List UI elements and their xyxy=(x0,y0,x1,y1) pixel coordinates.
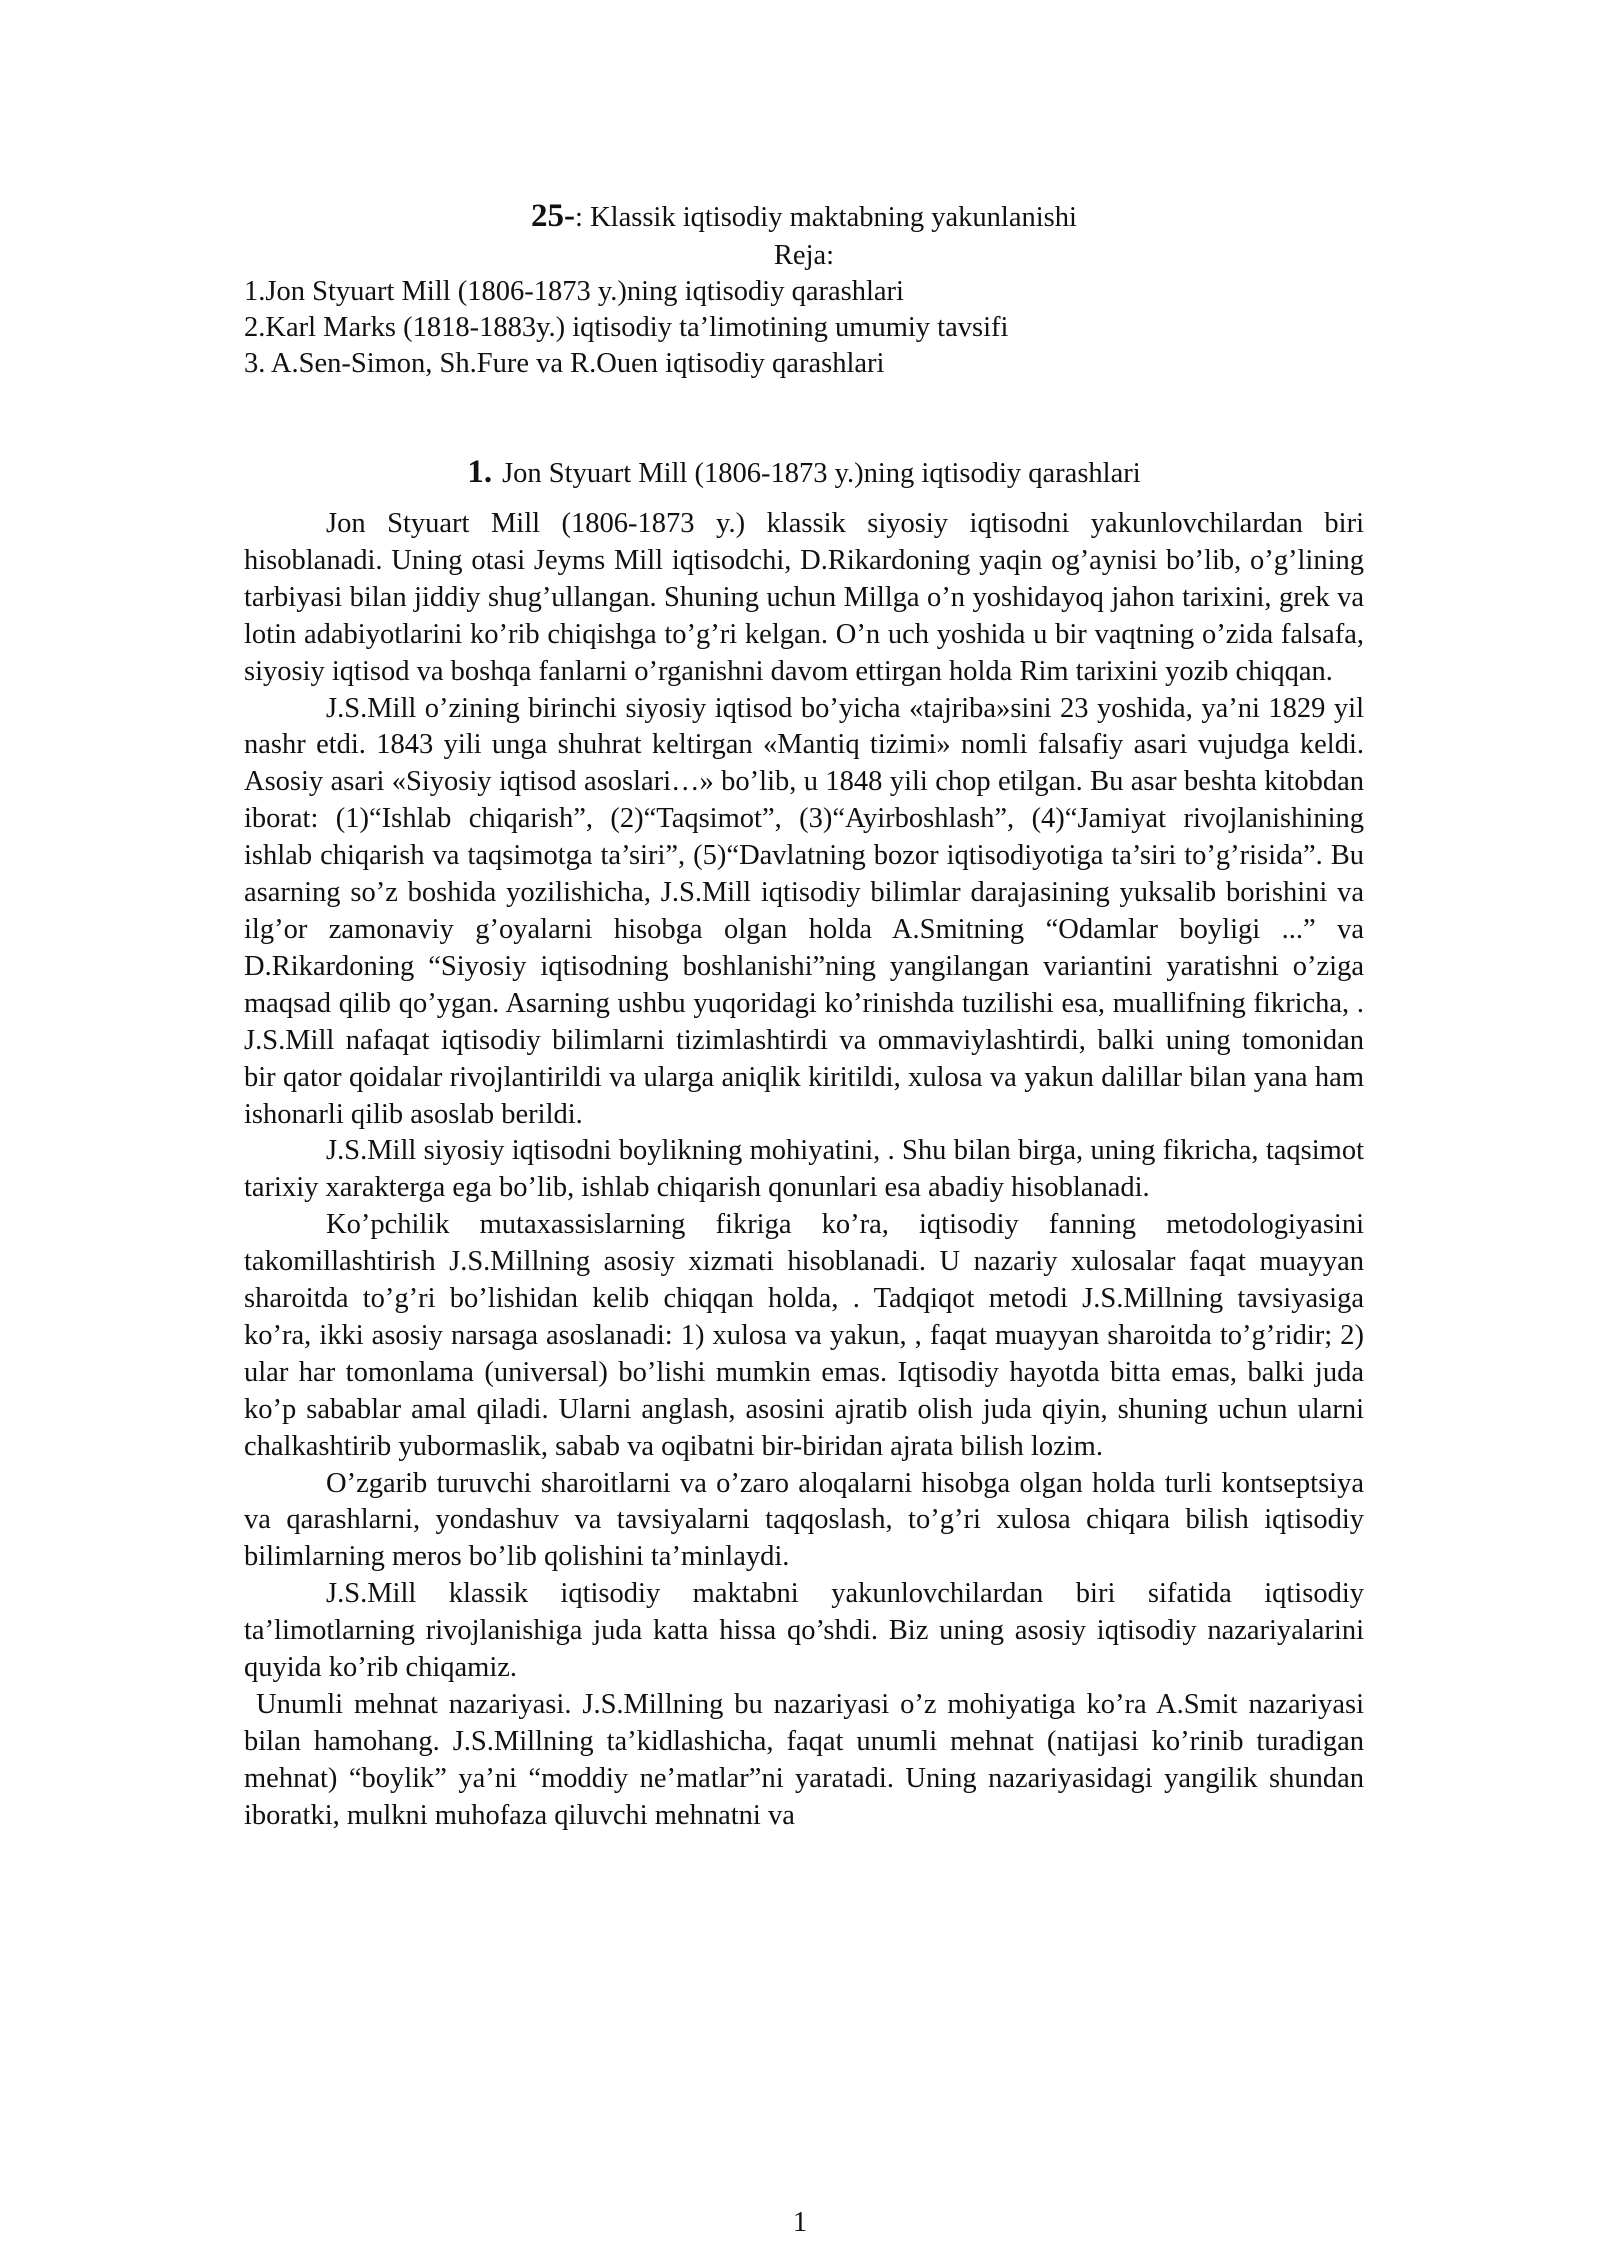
page-title xyxy=(244,196,1364,238)
body-paragraph: J.S.Mill klassik iqtisodiy maktabni yakunlovchilardan biri sifatida iqtisodiy ta’limotlarning rivojlanishiga juda katta hissa qo’shdi. Biz uning asosiy iqtisodiy nazariyalarini quyida ko’rib chiqamiz. xyxy=(244,1578,1364,1684)
body-paragraph: Jon Styuart Mill (1806-1873 y.) klassik siyosiy iqtisodni yakunlovchilardan biri hisoblanadi. Uning otasi Jeyms Mill iqtisodchi, D.Rikardoning yaqin og’aynisi bo’lib, o’g’lining tarbiyasi bilan jiddiy shug’ullangan. Shuning uchun Millga o’n yoshidayoq jahon tarixini, grek va lotin adabiyotlarini ko’rib chiqishga to’g’ri kelgan. O’n uch yoshida u bir vaqtning o’zida falsafa, siyosiy iqtisod va boshqa fanlarni o’rganishni davom ettirgan holda Rim tarixini yozib chiqqan. xyxy=(244,508,1364,687)
body-paragraph: Unumli mehnat nazariyasi. J.S.Millning bu nazariyasi o’z mohiyatiga ko’ra A.Smit nazariyasi bilan hamohang. J.S.Millning ta’kidlashicha, faqat unumli mehnat (natijasi ko’rinib turadigan mehnat) “boylik” ya’ni “moddiy ne’matlar”ni yaratadi. Uning nazariyasidagi yangilik shundan iboratki, mulkni muhofaza qiluvchi mehnatni va xyxy=(244,1689,1364,1831)
section-number: 1. xyxy=(467,454,493,490)
plan-list xyxy=(244,274,1364,382)
plan-item: 2.Karl Marks (1818-1883y.) iqtisodiy ta’limotining umumiy tavsifi xyxy=(244,312,1009,343)
body-paragraph: O’zgarib turuvchi sharoitlarni va o’zaro aloqalarni hisobga olgan holda turli kontseptsiya va qarashlarni, yondashuv va tavsiyalarni taqqoslash, to’g’ri xulosa chiqara bilish iqtisodiy bilimlarning meros bo’lib qolishini ta’minlaydi. xyxy=(244,1467,1364,1573)
lecture-title: : Klassik iqtisodiy maktabning yakunlanishi xyxy=(575,202,1077,233)
section-heading xyxy=(244,452,1364,494)
page-content xyxy=(244,196,1364,1835)
plan-item: 3. A.Sen-Simon, Sh.Fure va R.Ouen iqtisodiy qarashlari xyxy=(244,348,885,379)
plan-item: 1.Jon Styuart Mill (1806-1873 y.)ning iqtisodiy qarashlari xyxy=(244,276,904,307)
page-number: 1 xyxy=(792,2207,808,2238)
lecture-number: 25- xyxy=(531,198,576,234)
body-paragraph: J.S.Mill o’zining birinchi siyosiy iqtisod bo’yicha «tajriba»sini 23 yoshida, ya’ni 1829 yil nashr etdi. 1843 yili unga shuhrat keltirgan «Mantiq tizimi» nomli falsafiy asari vujudga keldi. Asosiy asari «Siyosiy iqtisod asoslari…» bo’lib, u 1848 yili chop etilgan. Bu asar beshta kitobdan iborat: (1)“Ishlab chiqarish”, (2)“Taqsimot”, (3)“Ayirboshlash”, (4)“Jamiyat rivojlanishining ishlab chiqarish va taqsimotga ta’siri”, (5)“Davlatning bozor iqtisodiyotiga ta’siri to’g’risida”. Bu asarning so’z boshida yozilishicha, J.S.Mill iqtisodiy bilimlar darajasining yuksalib borishini va ilg’or zamonaviy g’oyalarni hisobga olgan holda A.Smitning “Odamlar boyligi ...” va D.Rikardoning “Siyosiy iqtisodning boshlanishi”ning yangilangan variantini yaratishni o’ziga maqsad qilib qo’ygan. Asarning ushbu yuqoridagi ko’rinishda tuzilishi esa, muallifning fikricha, . J.S.Mill nafaqat iqtisodiy bilimlarni tizimlashtirdi va ommaviylashtirdi, balki uning tomonidan bir qator qoidalar rivojlantirildi va ularga aniqlik kiritildi, xulosa va yakun dalillar bilan yana ham ishonarli qilib asoslab berildi. xyxy=(244,692,1364,1130)
body-paragraph: Ko’pchilik mutaxassislarning fikriga ko’ra, iqtisodiy fanning metodologiyasini takomillashtirish J.S.Millning asosiy xizmati hisoblanadi. U nazariy xulosalar faqat muayyan sharoitda to’g’ri bo’lishidan kelib chiqqan holda, . Tadqiqot metodi J.S.Millning tavsiyasiga ko’ra, ikki asosiy narsaga asoslanadi: 1) xulosa va yakun, , faqat muayyan sharoitda to’g’ridir; 2) ular har tomonlama (universal) bo’lishi mumkin emas. Iqtisodiy hayotda bitta emas, balki juda ko’p sabablar amal qiladi. Ularni anglash, asosini ajratib olish juda qiyin, shuning uchun ularni chalkashtirib yubormaslik, sabab va oqibatni bir-biridan ajrata bilish lozim. xyxy=(244,1209,1364,1462)
plan-heading: Reja: xyxy=(773,240,835,271)
body-paragraph: J.S.Mill siyosiy iqtisodni boylikning mohiyatini, . Shu bilan birga, uning fikricha, taqsimot tarixiy xarakterga ega bo’lib, ishlab chiqarish qonunlari esa abadiy hisoblanadi. xyxy=(244,1135,1364,1204)
section-title: Jon Styuart Mill (1806-1873 y.)ning iqtisodiy qarashlari xyxy=(502,458,1141,489)
